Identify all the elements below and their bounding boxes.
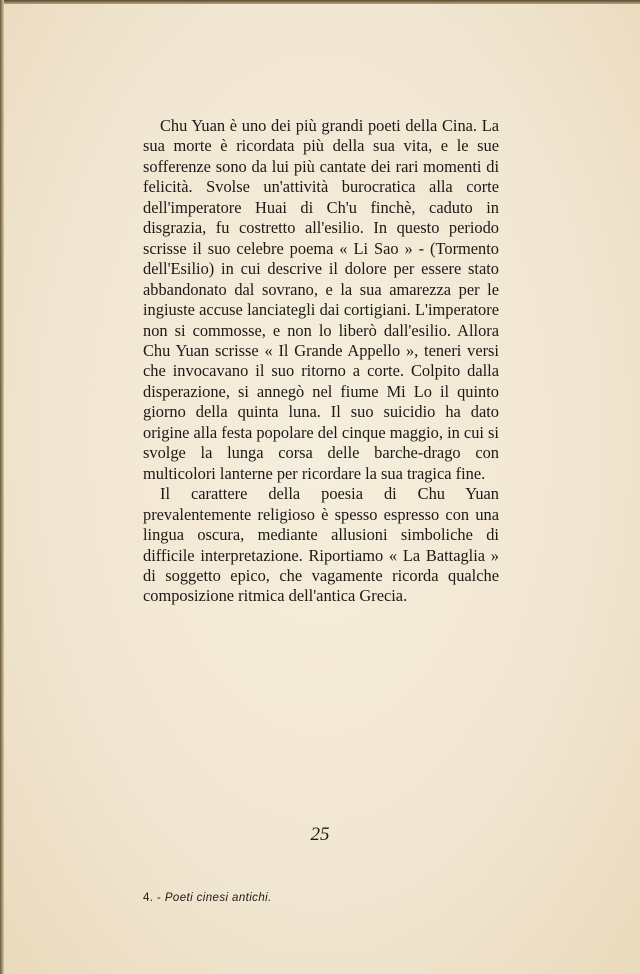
signature-footer	[143, 892, 272, 904]
body-text	[143, 116, 499, 607]
series-title: Poeti cinesi antichi.	[164, 892, 272, 904]
page-number: 25	[310, 824, 330, 845]
paragraph-1: Chu Yuan è uno dei più grandi poeti della Cina. La sua morte è ricordata più della sua vita, e le sue sofferenze sono da lui più cantate dei rari momenti di felicità. Svolse un'attività burocratica alla corte dell'imperatore Huai di Ch'u finchè, caduto in disgrazia, fu costretto all'esilio. In questo periodo scrisse il suo celebre poema « Li Sao » - (Tormento dell'Esilio) in cui descrive il dolore per essere stato abbandonato dal sovrano, e la sua amarezza per le ingiuste accuse lanciategli dai cortigiani. L'imperatore non si commosse, e non lo liberò dall'esilio. Allora Chu Yuan scrisse « Il Grande Appello », teneri versi che invocavano il suo ritorno a corte. Colpito dalla disperazione, si annegò nel fiume Mi Lo il quinto giorno della quinta luna. Il suo suicidio ha dato origine alla festa popolare del cinque maggio, in cui si svolge la lunga corsa delle barche-drago con multicolori lanterne per ricordare la sua tragica fine.	[143, 116, 499, 483]
signature-number: 4. -	[143, 892, 162, 904]
page-left-edge	[0, 0, 4, 974]
page-top-edge	[0, 0, 640, 4]
paragraph-2: Il carattere della poesia di Chu Yuan prevalentemente religioso è spesso espresso con una lingua oscura, mediante allusioni simboliche di difficile interpretazione. Riportiamo « La Battaglia » di soggetto epico, che vagamente ricorda qualche composizione ritmica dell'antica Grecia.	[143, 484, 499, 606]
